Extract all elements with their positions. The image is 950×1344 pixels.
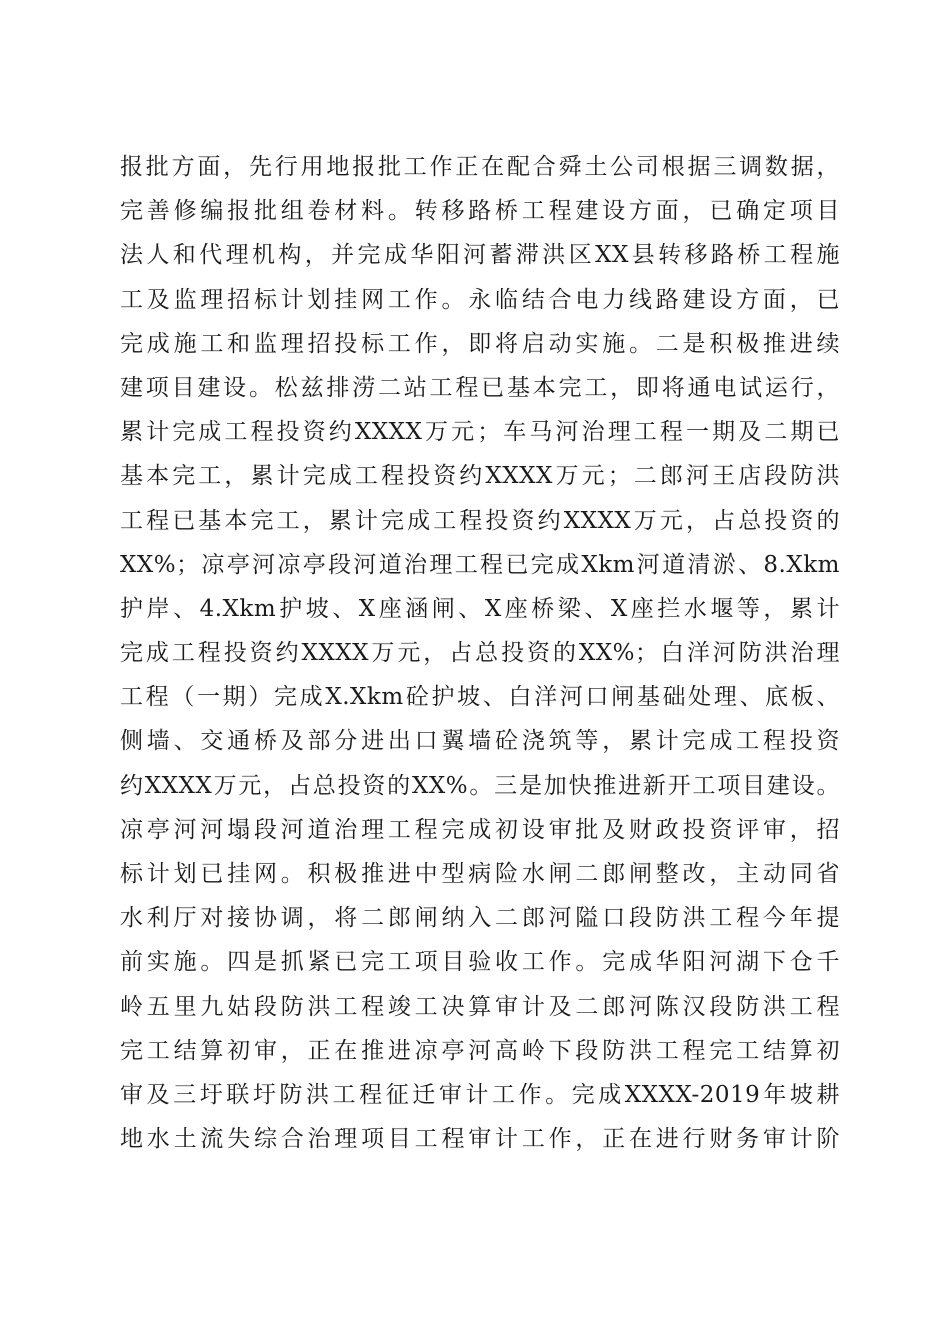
body-paragraph — [120, 145, 840, 1161]
text-line: 完成施工和监理招投标工作，即将启动实施。二是积极推进续 — [120, 330, 840, 357]
text-line: 约XXXX万元，占总投资的XX%。三是加快推进新开工项目建设。 — [120, 772, 840, 799]
text-line: 工程已基本完工，累计完成工程投资约XXXX万元，占总投资的 — [120, 507, 840, 534]
text-line: 完成工程投资约XXXX万元，占总投资的XX%；白洋河防洪治理 — [120, 640, 840, 667]
text-line: 工程（一期）完成X.Xkm砼护坡、白洋河口闸基础处理、底板、 — [120, 684, 840, 711]
text-line: 完善修编报批组卷材料。转移路桥工程建设方面，已确定项目 — [120, 198, 840, 225]
text-line: 凉亭河河塌段河道治理工程完成初设审批及财政投资评审，招 — [120, 816, 840, 843]
text-line: 审及三圩联圩防洪工程征迁审计工作。完成XXXX-2019年坡耕 — [120, 1081, 840, 1108]
text-line: 法人和代理机构，并完成华阳河蓄滞洪区XX县转移路桥工程施 — [120, 242, 840, 269]
text-line: 地水土流失综合治理项目工程审计工作，正在进行财务审计阶 — [120, 1126, 840, 1153]
text-line: 基本完工，累计完成工程投资约XXXX万元；二郎河王店段防洪 — [120, 463, 840, 490]
text-line: 标计划已挂网。积极推进中型病险水闸二郎闸整改，主动同省 — [120, 861, 840, 887]
text-line: XX%；凉亭河凉亭段河道治理工程已完成Xkm河道清淤、8.Xkm — [120, 551, 840, 578]
text-line: 侧墙、交通桥及部分进出口翼墙砼浇筑等，累计完成工程投资 — [120, 728, 840, 755]
text-line: 前实施。四是抓紧已完工项目验收工作。完成华阳河湖下仓千 — [120, 949, 840, 976]
text-line: 完工结算初审，正在推进凉亭河高岭下段防洪工程完工结算初 — [120, 1037, 840, 1064]
text-line: 护岸、4.Xkm护坡、X座涵闸、X座桥梁、X座拦水堰等，累计 — [120, 595, 840, 622]
text-line: 报批方面，先行用地报批工作正在配合舜土公司根据三调数据， — [120, 154, 840, 180]
text-line: 水利厅对接协调，将二郎闸纳入二郎河隘口段防洪工程今年提 — [120, 905, 840, 932]
text-line: 建项目建设。松兹排涝二站工程已基本完工，即将通电试运行， — [120, 374, 840, 401]
text-line: 工及监理招标计划挂网工作。永临结合电力线路建设方面，已 — [120, 286, 840, 313]
text-line: 累计完成工程投资约XXXX万元；车马河治理工程一期及二期已 — [120, 419, 840, 446]
text-line: 岭五里九姑段防洪工程竣工决算审计及二郎河陈汉段防洪工程 — [120, 993, 840, 1020]
